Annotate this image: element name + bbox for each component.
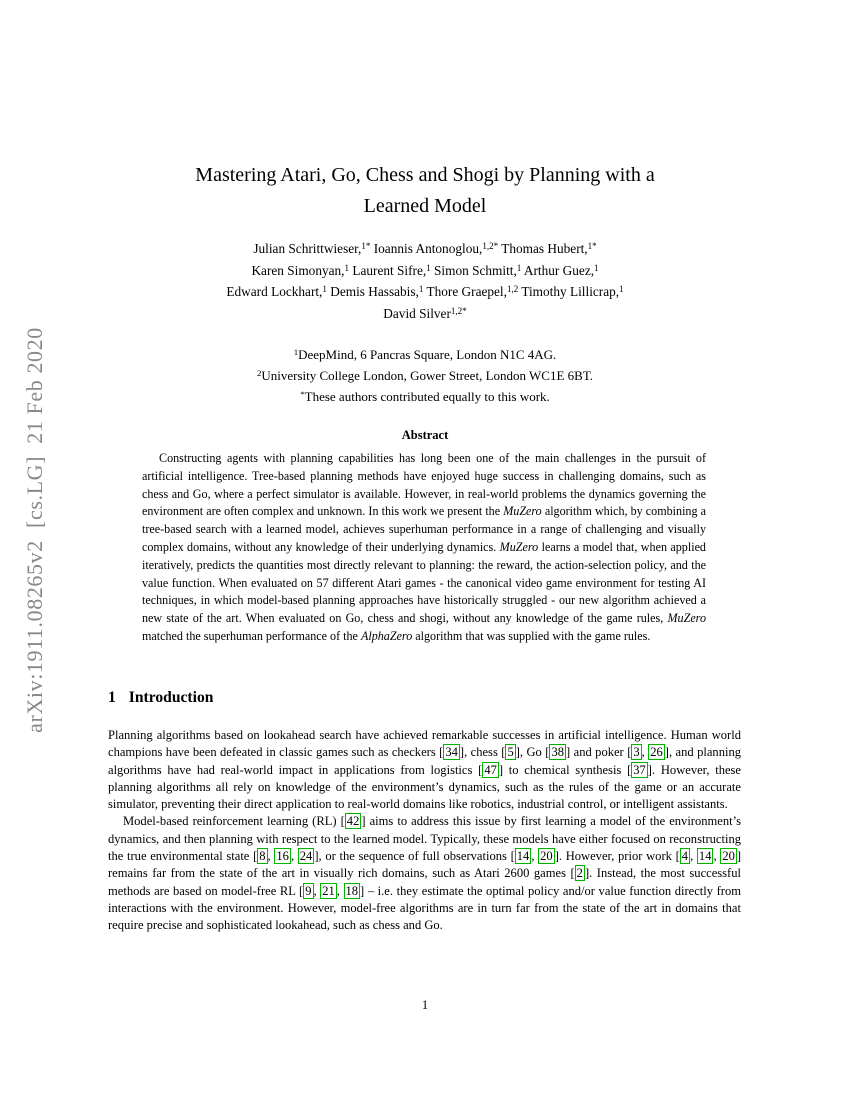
citation-link[interactable]: 21 <box>322 883 335 898</box>
paragraph: Planning algorithms based on lookahead search have achieved remarkable successes in artificial intelligence. Human world champions have been defeated in classic games such as checkers [ 34 ], chess [ 5 ], Go [ 38 ] and poker [ 3 , 26 ], and planning algorithms have had real-world impact in applications from logistics [ 47 ] to chemical synthesis [ 37 ]. However, these planning algorithms all rely on knowledge of the environment’s dynamics, such as the rules of the game or an accurate simulator, preventing their direct application to real-world domains like robotics, industrial control, or intelligent assistants. <box>108 728 741 812</box>
text-run: Thore Graepel, <box>423 284 507 300</box>
text-run: , Go <box>519 745 546 760</box>
section-heading-introduction <box>108 689 213 707</box>
text-run: remains far from the state of the art in visually rich domains, such as Atari 2600 games <box>108 866 571 881</box>
text-run: Constructing agents with planning capabilities has long been one of the main challenges in the pursuit of artificial intelligence. Tree-based planning methods have enjoyed huge success in challenging domains, such as chess and Go, where a perfect simulator is available. However, in real-world problems the dynamics governing the environment are often complex and unknown. In this work we present the <box>142 451 706 519</box>
text-run: Demis Hassabis, <box>326 284 419 300</box>
paragraph: Model-based reinforcement learning (RL) [ 42 ] aims to address this issue by first learning a model of the environment’s dynamics, and then planning with respect to the learned model. Typically, these models have either focused on reconstructing the true environmental state [ 8 , 16 , 24 ], or the sequence of full observations [ 14 , 20 ]. However, prior work [ 4 , 14 , 20 ] remains far from the state of the art in visually rich domains, such as Atari 2600 games [ 2 ]. Instead, the most successful methods are based on model-free RL [ 9 , 21 , 18 ] – i.e. they estimate the optimal policy and/or value function directly from interactions with the environment. However, model-free algorithms are in turn far from the state of the art in domains that require precise and sophisticated lookahead, such as chess and Go. <box>108 814 742 933</box>
page-number: 1 <box>421 998 429 1012</box>
text-run: Simon Schmitt, <box>430 262 517 278</box>
superscript-marker: * <box>300 389 305 400</box>
text-run: Karen Simonyan, <box>251 262 345 278</box>
citation-link[interactable]: 2 <box>576 866 583 881</box>
superscript-marker: 1 <box>619 284 624 295</box>
author-line <box>0 261 850 283</box>
text-run: Laurent Sifre, <box>349 262 427 278</box>
text-run: David Silver <box>383 306 451 322</box>
superscript-marker: 1 <box>293 347 299 358</box>
text-run: to chemical synthesis <box>503 762 628 777</box>
affiliation-line <box>0 366 850 387</box>
italic-text: MuZero <box>499 539 539 554</box>
author-block <box>0 239 850 326</box>
superscript-marker: 1 <box>322 284 327 295</box>
superscript-marker: 1,2* <box>482 240 499 251</box>
citation-link[interactable]: 37 <box>633 762 646 777</box>
citation-link[interactable]: 16 <box>276 849 289 864</box>
text-run: . However, these planning algorithms all rely on knowledge of the environment’s dynamics, such as the rules of the game or an accurate simulator, preventing their direct application to real-world domains like robotics, industrial control, or intelligent assistants. <box>108 762 741 812</box>
superscript-marker: 1* <box>361 240 371 251</box>
text-run: Timothy Lillicrap, <box>518 284 620 300</box>
text-run: and poker <box>570 745 628 760</box>
superscript-marker: 2 <box>256 368 262 379</box>
section-title: Introduction <box>128 689 214 706</box>
text-run: Edward Lockhart, <box>226 284 323 300</box>
citation-link[interactable]: 5 <box>507 745 514 760</box>
citation-link[interactable]: 14 <box>516 849 530 864</box>
text-run: Arthur Guez, <box>521 262 595 278</box>
abstract-text <box>142 450 706 646</box>
text-run: These authors contributed equally to this work. <box>304 389 550 405</box>
citation-link[interactable]: 9 <box>305 883 312 898</box>
citation-link[interactable]: 34 <box>445 745 458 760</box>
section-number: 1 <box>108 689 116 706</box>
text-run: – i.e. they estimate the optimal policy and/or value function directly from interactions with the environment. However, model-free algorithms are in turn far from the state of the art in domains that require precise and sophisticated lookahead, such as chess and Go. <box>108 883 741 933</box>
citation-link[interactable]: 42 <box>346 814 360 829</box>
superscript-marker: 1 <box>418 284 424 295</box>
author-line <box>0 304 850 326</box>
paper-title-line1: Mastering Atari, Go, Chess and Shogi by Planning with a <box>195 164 655 186</box>
text-run: . Instead, the most successful methods are based on model-free RL <box>108 866 741 898</box>
superscript-marker: 1 <box>594 262 599 273</box>
citation-link[interactable]: 26 <box>650 745 663 760</box>
italic-text: AlphaZero <box>360 628 413 643</box>
text-run: aims to address this issue by first learning a model of the environment’s dynamics, and then planning with respect to the learned model. Typically, these models have either focused on reconstructing the true environmental state <box>108 814 741 864</box>
italic-text: MuZero <box>503 504 542 519</box>
citation-link[interactable]: 18 <box>345 883 359 898</box>
author-line <box>0 282 850 304</box>
text-run: Planning algorithms based on lookahead search have achieved remarkable successes in artificial intelligence. Human world champions have been defeated in classic games such as checkers <box>108 728 741 760</box>
paper-title <box>0 160 850 222</box>
citation-link[interactable]: 47 <box>484 762 497 777</box>
superscript-marker: 1,2 <box>506 284 519 295</box>
superscript-marker: 1 <box>426 262 431 273</box>
text-run: , or the sequence of full observations <box>318 849 511 864</box>
superscript-marker: 1* <box>587 240 597 251</box>
text-run: , chess <box>464 745 502 760</box>
text-run: . However, prior work <box>558 849 676 864</box>
citation-link[interactable]: 20 <box>722 849 735 864</box>
superscript-marker: 1 <box>516 262 522 273</box>
text-run: Julian Schrittwieser, <box>253 241 362 256</box>
text-run: DeepMind, 6 Pancras Square, London N1C 4AG. <box>298 347 557 362</box>
text-run: algorithm which, by combining a tree-based search with a learned model, achieves superhuman performance in a range of challenging and visually complex domains, without any knowledge of their underlying dynamics. <box>142 504 706 554</box>
introduction-body <box>108 727 741 935</box>
abstract-heading: Abstract <box>401 428 449 442</box>
superscript-marker: 1 <box>344 262 350 273</box>
citation-link[interactable]: 8 <box>259 849 266 864</box>
text-run: algorithm that was supplied with the game rules. <box>412 628 651 643</box>
text-run: , and planning algorithms have had real-world impact in applications from logistics <box>108 745 741 777</box>
citation-link[interactable]: 38 <box>551 745 564 760</box>
superscript-marker: 1,2* <box>450 306 467 317</box>
text-run: University College London, Gower Street, London WC1E 6BT. <box>261 368 594 384</box>
paper-title-line2: Learned Model <box>363 195 487 217</box>
affiliation-line <box>0 345 850 366</box>
citation-link[interactable]: 20 <box>540 849 553 864</box>
citation-link[interactable]: 24 <box>299 849 313 864</box>
affiliation-block <box>0 345 850 409</box>
citation-link[interactable]: 4 <box>681 849 689 864</box>
text-run: matched the superhuman performance of the <box>142 628 361 643</box>
text-run: Thomas Hubert, <box>498 241 588 256</box>
text-run: Model-based reinforcement learning (RL) <box>123 814 341 829</box>
author-line <box>0 239 850 261</box>
affiliation-line <box>0 387 850 408</box>
text-run: Ioannis Antonoglou, <box>370 241 483 256</box>
citation-link[interactable]: 3 <box>633 745 640 760</box>
italic-text: MuZero <box>667 611 706 626</box>
arxiv-stamp: arXiv:1911.08265v2 [cs.LG] 21 Feb 2020 <box>22 327 47 733</box>
text-run: learns a model that, when applied iteratively, predicts the quantities most directly relevant to planning: the reward, the action-selection policy, and the value function. When evaluated on 57 different Atari games - the canonical video game environment for testing AI techniques, in which model-based planning approaches have historically struggled - our new algorithm achieved a new state of the art. When evaluated on Go, chess and shogi, without any knowledge of the game rules, <box>142 539 706 626</box>
citation-link[interactable]: 14 <box>698 849 712 864</box>
